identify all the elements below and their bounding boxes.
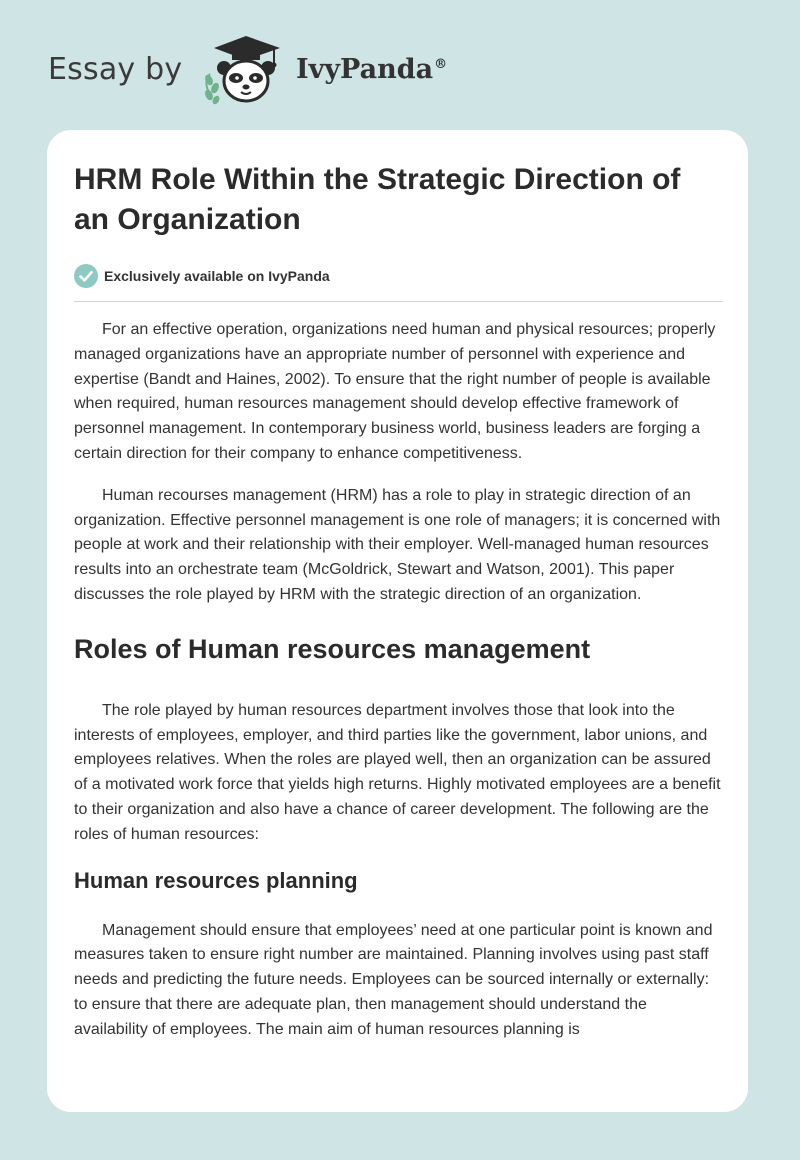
exclusive-badge xyxy=(74,264,723,288)
section-heading: Roles of Human resources management xyxy=(74,633,591,664)
title-divider xyxy=(74,301,723,302)
intro-paragraph-1: For an effective operation, organizations need human and physical resources; properly managed organizations have an appropriate number of personnel with experience and expertise (Bandt and Haines, 2002). To ensure that the right number of people is available when required, human resources management should develop effective framework of personnel management. In contemporary business world, business leaders are forging a certain direction for their company to enhance competitiveness. xyxy=(74,321,716,462)
panda-graduate-logo-icon xyxy=(202,34,294,108)
section-paragraph: The role played by human resources department involves those that look into the interests of employees, employer, and third parties like the government, labor unions, and employees relatives. When the roles are played well, then an organization can be assured of a motivated work force that yields high returns. Highly motivated employees are a benefit to their organization and also have a chance of career development. The following are the roles of human resources: xyxy=(74,701,721,843)
essay-content xyxy=(74,160,723,1043)
subsection-heading: Human resources planning xyxy=(74,867,358,893)
essay-title: HRM Role Within the Strategic Direction of an Organization xyxy=(74,163,681,236)
brand-prefix: Essay by xyxy=(48,52,183,87)
subsection-paragraph: Management should ensure that employees’ need at one particular point is known and measures taken to ensure right number are maintained. Planning involves using past staff needs and predicting the future needs. Employees can be sourced internally or externally: to ensure that there are adequate plan, then management should understand the availability of employees. The main aim of human resources planning is xyxy=(74,921,713,1038)
brand-name-text: IvyPanda xyxy=(296,54,434,85)
brand-name xyxy=(296,54,447,85)
registered-mark: ® xyxy=(434,57,448,72)
intro-paragraph-2: Human recourses management (HRM) has a role to play in strategic direction of an organization. Effective personnel management is one role of managers; it is concerned with people at work and their relationship with their employer. Well-managed human resources results into an orchestrate team (McGoldrick, Stewart and Watson, 2001). This paper discusses the role played by HRM with the strategic direction of an organization. xyxy=(74,486,721,603)
brand-header[interactable] xyxy=(48,34,488,106)
essay-card xyxy=(47,130,748,1112)
check-circle-icon xyxy=(74,264,98,288)
exclusive-badge-text: Exclusively available on IvyPanda xyxy=(104,268,330,284)
